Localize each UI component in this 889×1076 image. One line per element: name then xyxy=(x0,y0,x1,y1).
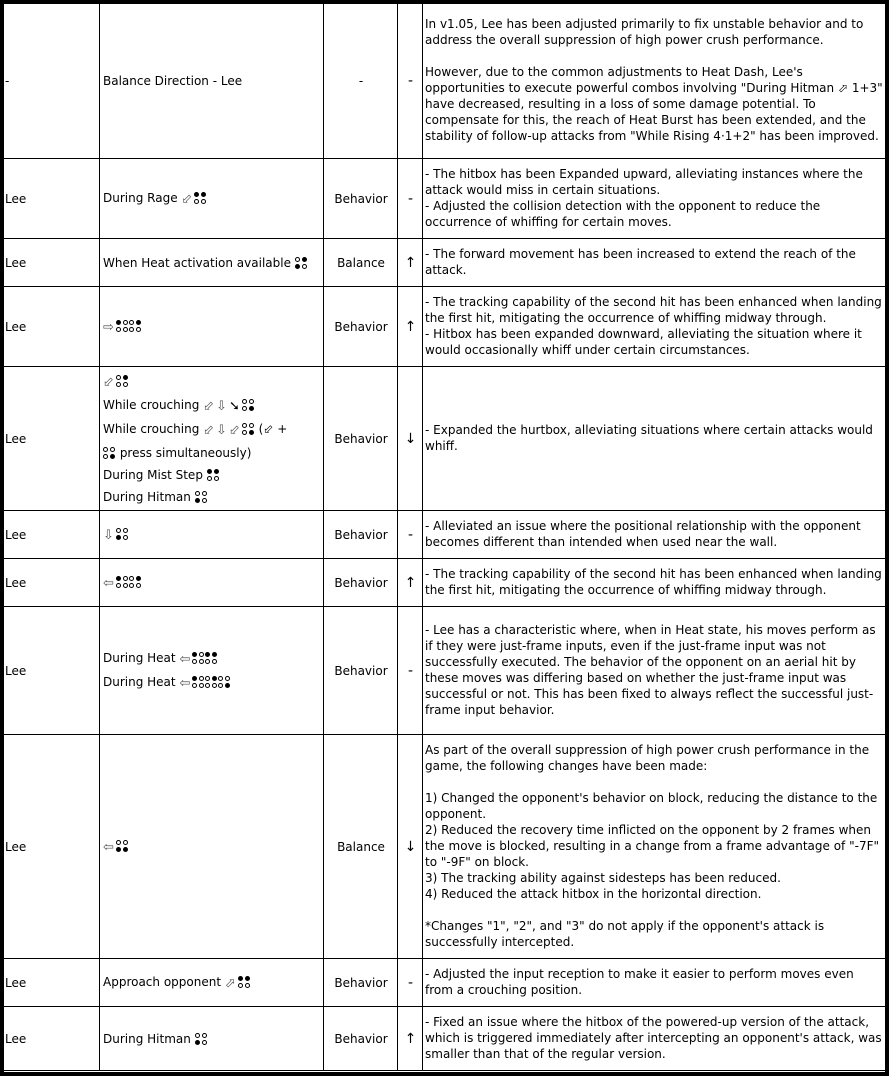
note-paragraph: - The forward movement has been increased to extend the reach of the attack. xyxy=(425,247,856,277)
table-row xyxy=(3,959,888,1007)
buttons-1-icon xyxy=(192,676,204,688)
arrow-forward-icon: ⇨ xyxy=(103,319,114,335)
command-text: While crouching xyxy=(103,397,200,412)
command-line xyxy=(103,835,322,859)
buttons-1-icon xyxy=(116,576,128,588)
change-direction-cell: ↑ xyxy=(398,1007,423,1071)
category-cell: Behavior xyxy=(324,959,398,1007)
arrow-down-back-icon: ⬃ xyxy=(203,422,215,438)
change-direction-cell: - xyxy=(398,159,423,239)
buttons-3-icon xyxy=(195,1033,207,1045)
notes-cell xyxy=(423,3,888,159)
table-row xyxy=(3,367,888,511)
character-cell: Lee xyxy=(3,559,100,607)
change-direction-cell: - xyxy=(398,511,423,559)
change-direction-cell: - xyxy=(398,607,423,735)
arrow-down-back-icon: ⬃ xyxy=(203,398,215,414)
arrow-down-icon: ⇩ xyxy=(216,422,227,438)
category-cell: Balance xyxy=(324,735,398,959)
category-cell: Behavior xyxy=(324,367,398,511)
command-text: When Heat activation available xyxy=(103,255,291,270)
category-cell: Behavior xyxy=(324,159,398,239)
change-direction-cell: ↑ xyxy=(398,239,423,287)
command-cell xyxy=(100,559,324,607)
character-cell: Lee xyxy=(3,735,100,959)
buttons-1+2-icon xyxy=(194,192,206,204)
character-cell: Lee xyxy=(3,367,100,511)
command-line xyxy=(103,486,322,508)
table-row xyxy=(3,1007,888,1071)
table-row xyxy=(3,159,888,239)
command-cell xyxy=(100,607,324,735)
command-cell xyxy=(100,287,324,367)
buttons-1+2-icon xyxy=(207,469,219,481)
table-row xyxy=(3,287,888,367)
table-row xyxy=(3,239,888,287)
notes-cell xyxy=(423,607,888,735)
table-row xyxy=(3,511,888,559)
command-cell xyxy=(100,959,324,1007)
command-suffix: (⬃ + xyxy=(254,421,288,436)
command-text: During Hitman xyxy=(103,489,191,504)
arrow-down-forward-solid-icon: ➘ xyxy=(228,398,240,414)
arrow-down-icon: ⇩ xyxy=(216,398,227,414)
note-paragraph: - The hitbox has been Expanded upward, alleviating instances where the attack would miss in certain situations. - Adjusted the collision detection with the opponent to reduce the occurrence of whiffing for certain moves. xyxy=(425,167,863,229)
change-direction-cell: - xyxy=(398,3,423,159)
command-line xyxy=(103,187,322,211)
command-cell xyxy=(100,3,324,159)
command-cell xyxy=(100,1007,324,1071)
character-cell: Lee xyxy=(3,287,100,367)
buttons-4-icon xyxy=(218,676,230,688)
command-text: During Heat xyxy=(103,650,176,665)
patch-notes-body xyxy=(3,3,888,1071)
command-text: While crouching xyxy=(103,421,200,436)
notes-cell xyxy=(423,1007,888,1071)
change-direction-cell: ↑ xyxy=(398,559,423,607)
arrow-down-back-icon: ⬃ xyxy=(181,191,193,207)
notes-cell xyxy=(423,511,888,559)
change-direction-cell: ↑ xyxy=(398,287,423,367)
character-cell: Lee xyxy=(3,959,100,1007)
note-paragraph: As part of the overall suppression of high power crush performance in the game, the following changes have been made: xyxy=(425,743,870,773)
command-line xyxy=(103,418,322,442)
table-row xyxy=(3,559,888,607)
buttons-2-icon xyxy=(205,676,217,688)
note-paragraph: - Fixed an issue where the hitbox of the powered-up version of the attack, which is triggered immediately after intercepting an opponent's attack, was smaller than that of the regular version. xyxy=(425,1015,882,1061)
arrow-down-icon: ⇩ xyxy=(103,527,114,543)
command-line xyxy=(103,647,322,671)
note-paragraph: - Alleviated an issue where the positional relationship with the opponent becomes different than intended when used near the wall. xyxy=(425,519,861,549)
table-row xyxy=(3,607,888,735)
command-line xyxy=(103,315,322,339)
change-direction-cell: - xyxy=(398,959,423,1007)
arrow-down-back-icon: ⬃ xyxy=(103,374,114,390)
command-line xyxy=(103,523,322,547)
character-cell: Lee xyxy=(3,1007,100,1071)
notes-cell xyxy=(423,367,888,511)
command-cell xyxy=(100,239,324,287)
category-cell: - xyxy=(324,3,398,159)
note-paragraph: However, due to the common adjustments to Heat Dash, Lee's opportunities to execute powerful combos involving "During Hitman ⬀ 1+3" have decreased, resulting in a loss of some damage potential. To compensate for this, the reach of Heat Burst has been extended, and the stability of follow-up attacks from "While Rising 4·1+2" has been improved. xyxy=(425,65,883,143)
arrow-up-forward-icon: ⬀ xyxy=(224,975,236,991)
command-text: Approach opponent xyxy=(103,974,222,989)
category-cell: Behavior xyxy=(324,607,398,735)
note-paragraph: - The tracking capability of the second hit has been enhanced when landing the first hit, mitigating the occurrence of whiffing midway through. xyxy=(425,567,882,597)
note-paragraph: - Expanded the hurtbox, alleviating situations where certain attacks would whiff. xyxy=(425,423,873,453)
notes-cell xyxy=(423,959,888,1007)
notes-cell xyxy=(423,239,888,287)
buttons-3+4-icon xyxy=(116,840,128,852)
command-text: During Heat xyxy=(103,674,176,689)
arrow-back-icon: ⇦ xyxy=(103,575,114,591)
character-cell: Lee xyxy=(3,511,100,559)
buttons-2-icon xyxy=(116,375,128,387)
note-paragraph: - Adjusted the input reception to make it easier to perform moves even from a crouching position. xyxy=(425,967,854,997)
command-line xyxy=(103,1028,322,1050)
buttons-3-icon xyxy=(195,491,207,503)
buttons-2-icon xyxy=(129,320,141,332)
command-text: During Mist Step xyxy=(103,467,203,482)
buttons-1-icon xyxy=(192,652,204,664)
change-direction-cell: ↓ xyxy=(398,735,423,959)
command-line xyxy=(103,370,322,394)
character-cell: Lee xyxy=(3,159,100,239)
command-line xyxy=(103,971,322,995)
buttons-2-icon xyxy=(129,576,141,588)
note-paragraph: 1) Changed the opponent's behavior on block, reducing the distance to the opponent. 2) Reduced the recovery time inflicted on the opponent by 2 frames when the move is blocked, resulting in a change from a frame advantage of "-7F" to "-9F" on block. 3) The tracking ability against sidesteps has been reduced. 4) Reduced the attack hitbox in the horizontal direction. xyxy=(425,791,879,901)
table-row xyxy=(3,735,888,959)
command-cell xyxy=(100,735,324,959)
notes-cell xyxy=(423,559,888,607)
character-cell: Lee xyxy=(3,607,100,735)
note-paragraph: In v1.05, Lee has been adjusted primarily to fix unstable behavior and to address the overall suppression of high power crush performance. xyxy=(425,17,864,47)
note-paragraph: - Lee has a characteristic where, when in Heat state, his moves perform as if they were just-frame inputs, even if the just-frame input was not successfully executed. The behavior of the opponent on an aerial hit by these moves was differing based on whether the just-frame input was successful or not. This has been fixed to always reflect the successful just-frame input behavior. xyxy=(425,623,876,717)
buttons-4-icon xyxy=(103,447,115,459)
category-cell: Behavior xyxy=(324,511,398,559)
buttons-3-icon xyxy=(116,528,128,540)
command-cell xyxy=(100,367,324,511)
command-line xyxy=(103,442,322,464)
command-line xyxy=(103,394,322,418)
command-cell xyxy=(100,159,324,239)
category-cell: Behavior xyxy=(324,1007,398,1071)
note-paragraph: *Changes "1", "2", and "3" do not apply if the opponent's attack is successfully intercepted. xyxy=(425,919,825,949)
character-cell: Lee xyxy=(3,239,100,287)
arrow-down-back-icon: ⬃ xyxy=(228,422,240,438)
command-line xyxy=(103,571,322,595)
command-line xyxy=(103,671,322,695)
category-cell: Balance xyxy=(324,239,398,287)
command-text: press simultaneously) xyxy=(116,445,252,460)
arrow-back-icon: ⇦ xyxy=(179,675,191,691)
buttons-2+3-icon xyxy=(295,257,307,269)
buttons-4-icon xyxy=(242,399,254,411)
notes-cell xyxy=(423,159,888,239)
arrow-back-icon: ⇦ xyxy=(103,839,114,855)
note-paragraph: - The tracking capability of the second hit has been enhanced when landing the first hit, mitigating the occurrence of whiffing midway through. - Hitbox has been expanded downward, alleviating the situation where it would occasionally whiff under certain circumstances. xyxy=(425,295,882,357)
patch-notes-table xyxy=(2,2,888,1071)
buttons-1+2-icon xyxy=(238,976,250,988)
command-text: Balance Direction - Lee xyxy=(103,73,243,88)
change-direction-cell: ↓ xyxy=(398,367,423,511)
command-text: During Rage xyxy=(103,190,178,205)
category-cell: Behavior xyxy=(324,559,398,607)
buttons-4-icon xyxy=(242,423,254,435)
arrow-back-icon: ⇦ xyxy=(179,651,191,667)
character-cell: - xyxy=(3,3,100,159)
command-text: During Hitman xyxy=(103,1031,191,1046)
table-row xyxy=(3,3,888,159)
notes-cell xyxy=(423,735,888,959)
buttons-1-icon xyxy=(116,320,128,332)
category-cell: Behavior xyxy=(324,287,398,367)
command-cell xyxy=(100,511,324,559)
command-line xyxy=(103,464,322,486)
command-line xyxy=(103,70,322,92)
buttons-1+2-icon xyxy=(205,652,217,664)
command-line xyxy=(103,252,322,274)
notes-cell xyxy=(423,287,888,367)
